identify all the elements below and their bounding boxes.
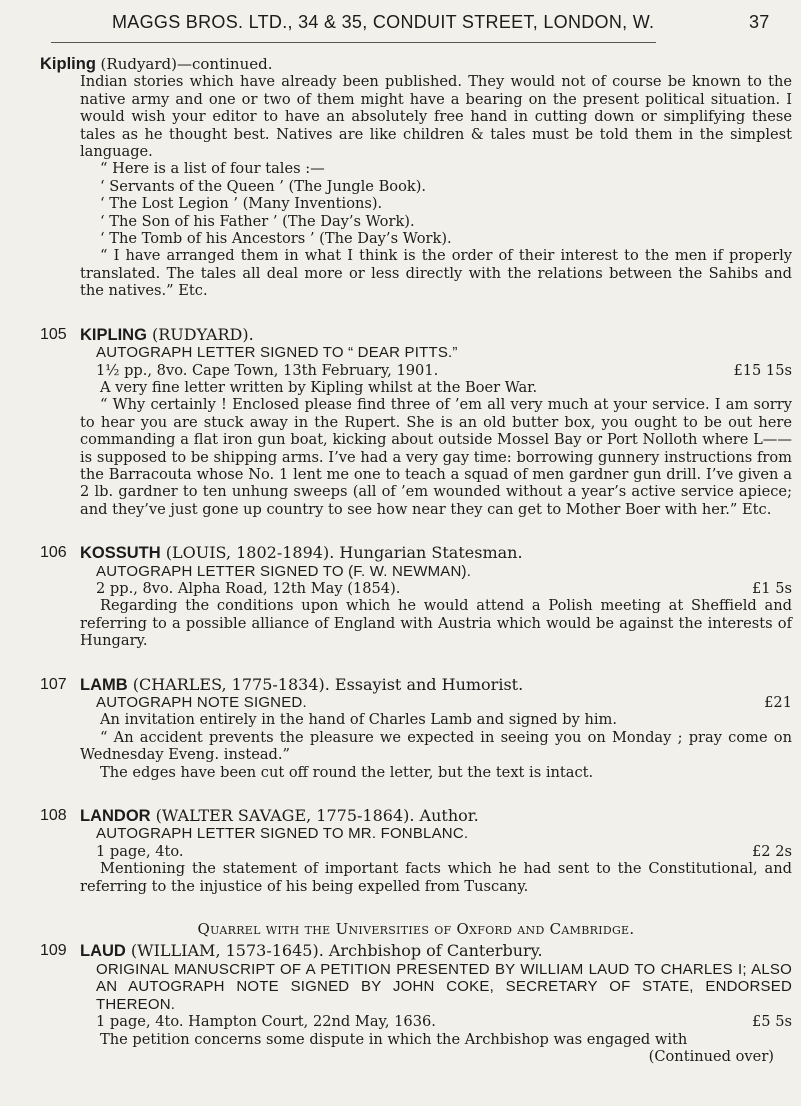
entry-heading [40,807,792,825]
entry-price: £21 [764,694,792,711]
entry-heading-rest: (WALTER SAVAGE, 1775-1864). Author. [155,806,479,826]
entry-paragraph: Mentioning the statement of important facts which he had sent to the Constitutional, and referring to the injustice of his being expelled from Tuscany. [80,860,792,895]
list-item: ‘ The Son of his Father ’ (The Day’s Work). [100,212,415,230]
entry-description: 1 page, 4to. Hampton Court, 22nd May, 1636. [96,1013,436,1031]
catalogue-entry [40,326,792,518]
entry-paragraph: The petition concerns some dispute in which the Archbishop was engaged with [100,1030,688,1048]
list-item: ‘ The Tomb of his Ancestors ’ (The Day’s Work). [100,230,452,248]
entry-meta [80,362,792,379]
catalogue-entry [40,807,792,895]
continued-entry-name: Kipling [40,55,96,73]
entry-number: 105 [40,325,67,343]
entry-paragraph: “ Why certainly ! Enclosed please find three of ’em all very much at your service. I am sorry to hear you are stuck away in the Rupert. She is an old butter box, you ought to be out here commanding a flat iron gun boat, kicking about outside Mossel Bay or Port Nolloth where L—— is supposed to be shipping arms. I’ve had a very gay time: borrowing gunnery instructions from the Barracouta whose No. 1 lent me one to teach a squad of men gardner gun drill. I’ve given a 2 lb. gardner to ten unhung sweeps (all of ’em wounded without a year’s active service apiece; and they’ve just gone up country to see how near they can get to Mother Boer with her.” Etc. [80,396,792,518]
entry-meta [80,1013,792,1030]
entry-heading [40,676,792,694]
entry-heading-rest: (LOUIS, 1802-1894). Hungarian Statesman. [165,543,523,563]
entry-heading [40,942,792,960]
entry-heading [40,326,792,344]
tale-list-intro: “ Here is a list of four tales :— [100,160,325,178]
entry-price: £1 5s [752,579,792,597]
list-item: ‘ Servants of the Queen ’ (The Jungle Book). [100,177,427,195]
running-head-text: MAGGS BROS. LTD., 34 & 35, CONDUIT STREET, LONDON, W. [112,12,655,32]
entry-description: 2 pp., 8vo. Alpha Road, 12th May (1854). [96,579,401,597]
continued-over-note: (Continued over) [648,1047,774,1065]
entry-number: 106 [40,544,67,562]
entry-price: £15 15s [733,361,792,379]
entry-paragraph: An invitation entirely in the hand of Charles Lamb and signed by him. [100,711,618,729]
entry-number: 107 [40,675,67,693]
entry-number: 108 [40,807,67,825]
entry-paragraph: Regarding the conditions upon which he would attend a Polish meeting at Sheffield and referring to a possible alliance of England with Austria which would be against the interests of Hungary. [80,597,792,650]
continued-entry-paragraph: Indian stories which have already been published. They would not of course be known to the native army and one or two of them might have a bearing on the present political situation. I would wish your editor to have an absolutely free hand in cutting down or simplifying these tales as he thought best. Natives are like children & tales must be told them in the simplest language. [80,73,792,161]
list-item: ‘ The Lost Legion ’ (Many Inventions). [100,195,383,213]
entry-description: 1½ pp., 8vo. Cape Town, 13th February, 1901. [96,361,439,379]
entry-subtitle: ORIGINAL MANUSCRIPT OF A PETITION PRESENTED BY WILLIAM LAUD TO CHARLES I; ALSO AN AUTOGRAPH NOTE SIGNED BY JOHN COKE, SECRETARY OF STATE, ENDORSED THEREON. [96,960,792,1013]
catalogue-entry [40,676,792,781]
entry-heading-rest: (RUDYARD). [152,324,254,344]
entry-paragraph: “ An accident prevents the pleasure we expected in seeing you on Monday ; pray come on Wednesday Eveng. instead.” [80,728,792,764]
entry-subtitle: AUTOGRAPH LETTER SIGNED TO MR. FONBLANC. [96,825,469,843]
entry-name: LAUD [80,942,126,961]
header-rule [51,42,656,43]
entry-description: 1 page, 4to. [96,842,184,860]
entry-heading-rest: (CHARLES, 1775-1834). Essayist and Humorist. [132,674,524,694]
page-content [40,56,792,1065]
entry-name: KIPLING [80,325,147,344]
entry-subtitle: AUTOGRAPH LETTER SIGNED TO “ DEAR PITTS.” [96,344,458,362]
page-number: 37 [749,12,770,32]
entry-name: LAMB [80,675,128,694]
catalogue-entry [40,942,792,1065]
entry-subtitle: AUTOGRAPH NOTE SIGNED. [96,694,307,711]
entry-paragraph: A very fine letter written by Kipling whilst at the Boer War. [100,378,538,396]
entry-heading-rest: (WILLIAM, 1573-1645). Archbishop of Canterbury. [130,941,543,961]
continued-entry [40,56,792,300]
continued-entry-heading-rest: (Rudyard)—continued. [100,55,273,73]
entry-price: £5 5s [752,1013,792,1031]
entry-heading [40,544,792,562]
continued-entry-heading [40,56,792,73]
section-heading: Quarrel with the Universities of Oxford and Cambridge. [197,920,635,939]
entry-meta [80,843,792,860]
entry-number: 109 [40,942,67,960]
catalogue-entry [40,544,792,649]
entry-name: LANDOR [80,807,151,826]
entry-subtitle: AUTOGRAPH LETTER SIGNED TO (F. W. NEWMAN). [96,562,472,580]
continued-entry-closing: “ I have arranged them in what I think is the order of their interest to the men if properly translated. The tales all deal more or less directly with the relations between the Sahibs and the natives.” Etc. [80,247,792,300]
entry-paragraph: The edges have been cut off round the letter, but the text is intact. [100,763,594,781]
entry-meta [80,694,792,711]
entry-price: £2 2s [752,842,792,860]
entry-name: KOSSUTH [80,544,161,563]
entry-meta [80,580,792,597]
tale-list [80,178,792,248]
